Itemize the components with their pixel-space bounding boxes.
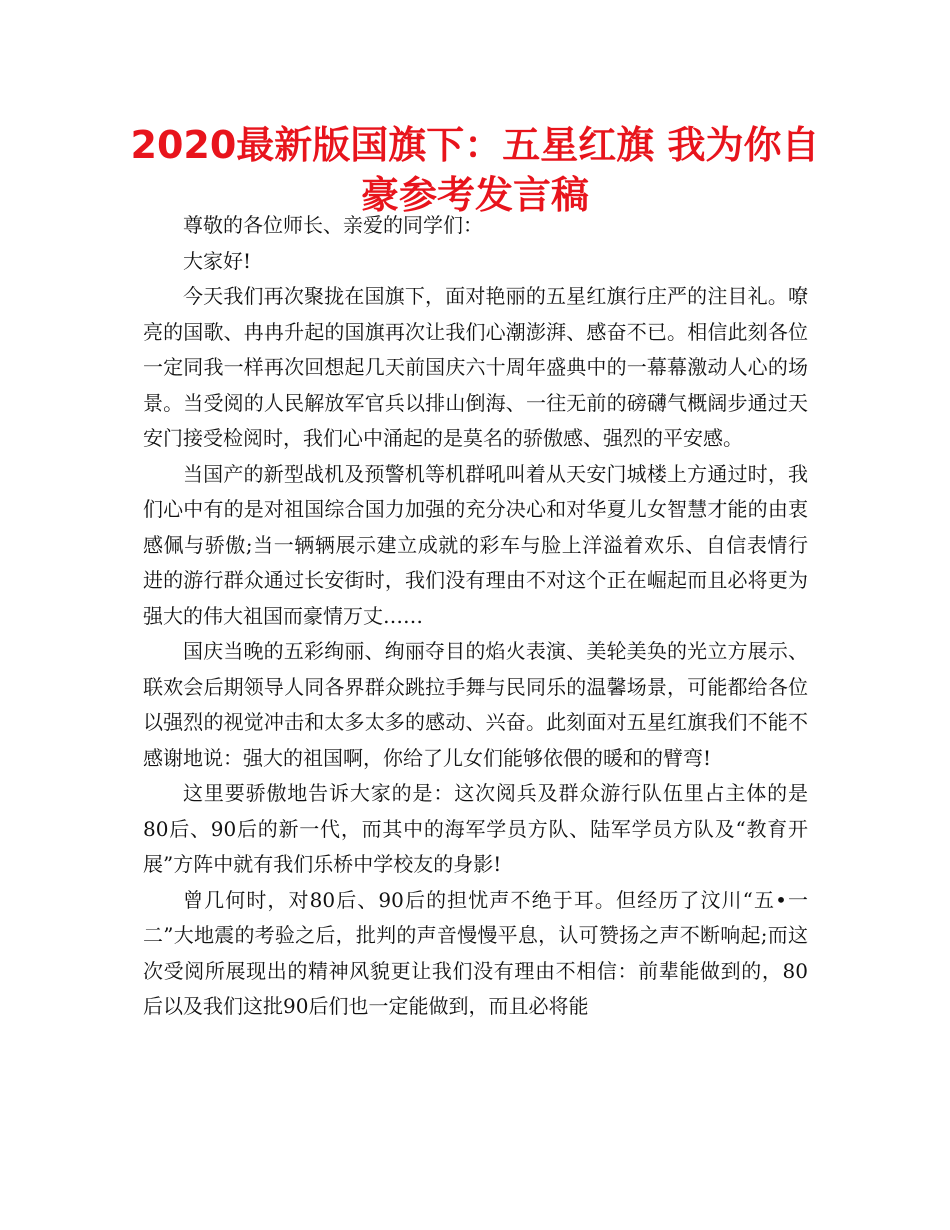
paragraph-aircraft-parade: 当国产的新型战机及预警机等机群吼叫着从天安门城楼上方通过时，我们心中有的是对祖国综合国力加强的充分决心和对华夏儿女智慧才能的由衷感佩与骄傲;当一辆辆展示建立成就的彩车与脸上洋溢着欢乐、自信表情行进的游行群众通过长安街时，我们没有理由不对这个正在崛起而且必将更为强大的伟大祖国而豪情万丈……	[143, 461, 808, 628]
paragraph-fireworks: 国庆当晚的五彩绚丽、绚丽夺目的焰火表演、美轮美奂的光立方展示、联欢会后期领导人同各界群众跳拉手舞与民同乐的温馨场景，可能都给各位以强烈的视觉冲击和太多太多的感动、兴奋。此刻面对五星红旗我们不能不感谢地说：强大的祖国啊，你给了儿女们能够依偎的暖和的臂弯!	[143, 639, 808, 770]
paragraph-flag-ceremony: 今天我们再次聚拢在国旗下，面对艳丽的五星红旗行庄严的注目礼。嘹亮的国歌、冉冉升起的国旗再次让我们心潮澎湃、感奋不已。相信此刻各位一定同我一样再次回想起几天前国庆六十周年盛典中的一幕幕激动人心的场景。当受阅的人民解放军官兵以排山倒海、一往无前的磅礴气概阔步通过天安门接受检阅时，我们心中涌起的是莫名的骄傲感、强烈的平安感。	[143, 284, 808, 450]
speech-body	[143, 208, 808, 1025]
paragraph-confidence: 曾几何时，对80后、90后的担忧声不绝于耳。但经历了汶川“五•一二”大地震的考验之后，批判的声音慢慢平息，认可赞扬之声不断响起;而这次受阅所展现出的精神风貌更让我们没有理由不相信：前辈能做到的，80后以及我们这批90后们也一定能做到，而且必将能	[143, 887, 808, 1018]
paragraph-new-generation: 这里要骄傲地告诉大家的是：这次阅兵及群众游行队伍里占主体的是80后、90后的新一代，而其中的海军学员方队、陆军学员方队及“教育开展”方阵中就有我们乐桥中学校友的身影!	[143, 781, 808, 876]
document-title: 2020最新版国旗下：五星红旗 我为你自豪参考发言稿	[130, 123, 820, 217]
greeting: 大家好!	[183, 248, 252, 273]
salutation: 尊敬的各位师长、亲爱的同学们：	[183, 213, 483, 237]
